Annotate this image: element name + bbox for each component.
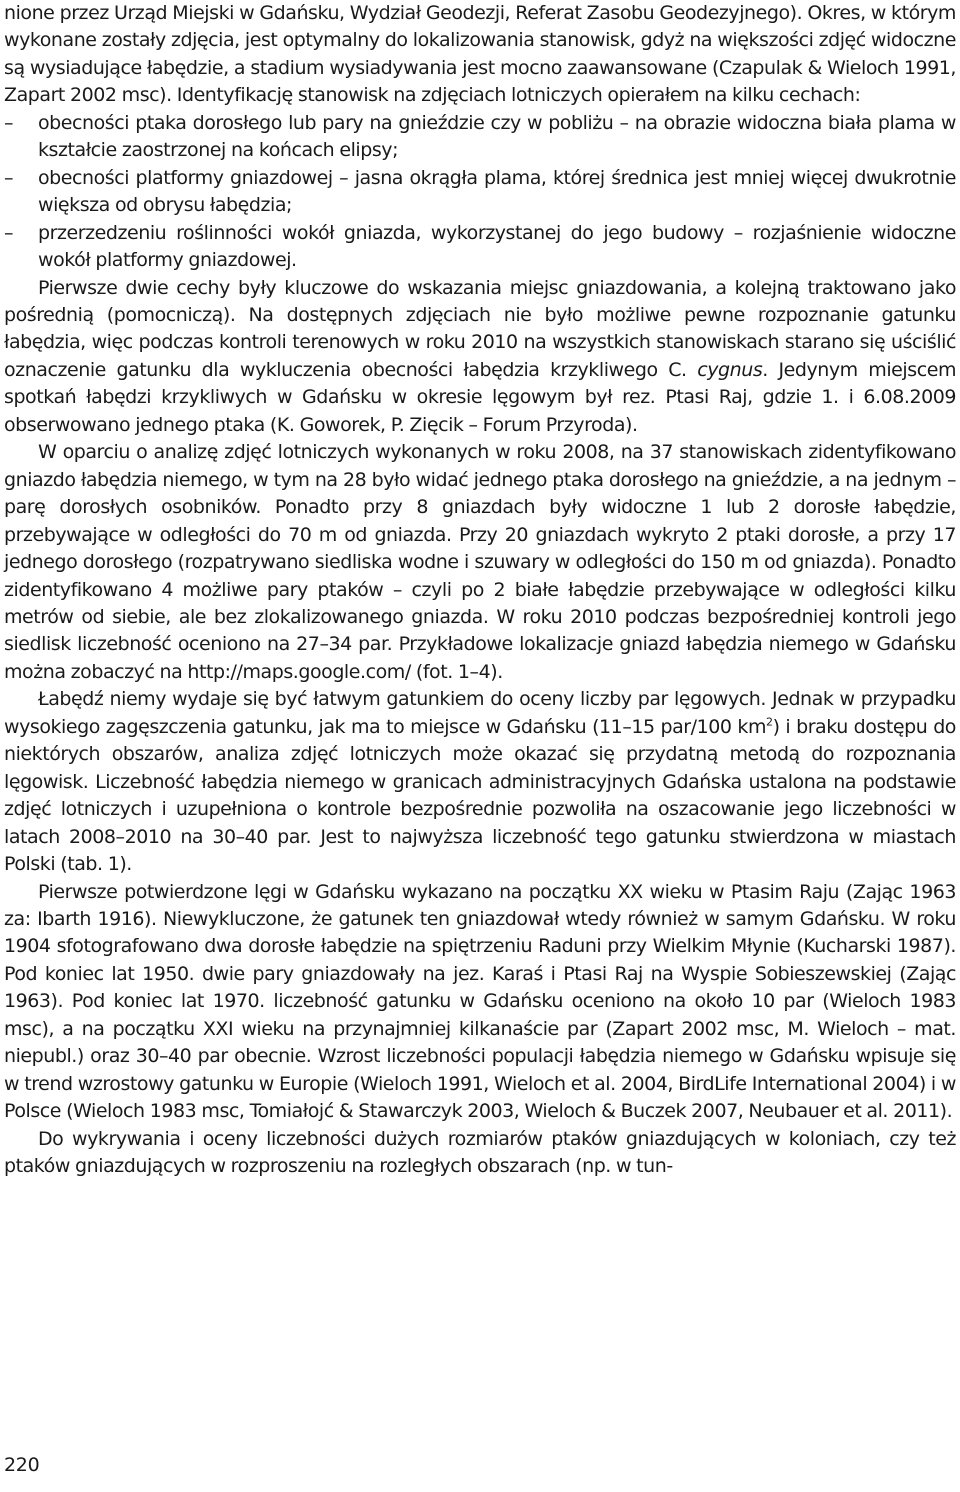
list-dash: –: [4, 166, 14, 189]
paragraph-2-text-a: Pierwsze dwie cechy były kluczowe do wskazania miejsc gniazdowania, a kolejną traktowano jako pośrednią (pomocniczą). Na dostępnych zdjęciach nie było możliwe pewne rozpoznanie gatunku łabędzia, więc podczas kontroli terenowych w roku 2010 na wszystkich stanowiskach starano się uściślić oznaczenie gatunku dla wykluczenia obecności łabędzia krzykliwego C.: [4, 276, 956, 381]
list-item-text: obecności platformy gniazdowej – jasna okrągła plama, której średnica jest mniej więcej dwukrotnie większa od obrysu łabędzia;: [38, 166, 956, 217]
list-item-text: obecności ptaka dorosłego lub pary na gnieździe czy w pobliżu – na obrazie widoczna biała plama w kształcie zaostrzonej na końcach elipsy;: [38, 111, 956, 162]
paragraph-5: Pierwsze potwierdzone lęgi w Gdańsku wykazano na początku XX wieku w Ptasim Raju (Zając 1963 za: Ibarth 1916). Niewykluczone, że gatunek ten gniazdował wtedy również w samym Gdańsku. W roku 1904 sfotografowano dwa dorosłe łabędzie na spiętrzeniu Raduni przy Wielkim Młynie (Kucharski 1987). Pod koniec lat 1950. dwie pary gniazdowały na jez. Karaś i Ptasi Raj na Wyspie Sobieszewskiej (Zając 1963). Pod koniec lat 1970. liczebność gatunku w Gdańsku oceniono na około 10 par (Wieloch 1983 msc), a na początku XXI wieku na przynajmniej kilkanaście par (Zapart 2002 msc, M. Wieloch – mat. niepubl.) oraz 30–40 par obecnie. Wzrost liczebności populacji łabędzia niemego w Gdańsku wpisuje się w trend wzrostowy gatunku w Europie (Wieloch 1991, Wieloch et al. 2004, BirdLife International 2004) i w Polsce (Wieloch 1983 msc, Tomiałojć & Stawarczyk 2003, Wieloch & Buczek 2007, Neubauer et al. 2011).: [4, 880, 956, 1123]
superscript-2: 2: [766, 715, 773, 729]
list-item: [4, 110, 956, 165]
list-item-text: przerzedzeniu roślinności wokół gniazda, wykorzystanej do jego budowy – rozjaśnienie widoczne wokół platformy gniazdowej.: [38, 221, 956, 272]
paragraph-1: nione przez Urząd Miejski w Gdańsku, Wydział Geodezji, Referat Zasobu Geodezyjnego). Okres, w którym wykonane zostały zdjęcia, jest optymalny do lokalizowania stanowisk, gdyż na większości zdjęć widoczne są wysiadujące łabędzie, a stadium wysiadywania jest mocno zaawansowane (Czapulak & Wieloch 1991, Zapart 2002 msc). Identyfikację stanowisk na zdjęciach lotniczych opierałem na kilku cechach:: [4, 2, 956, 107]
paragraph-6: Do wykrywania i oceny liczebności dużych rozmiarów ptaków gniazdujących w koloniach, czy też ptaków gniazdujących w rozproszeniu na rozległych obszarach (np. w tun-: [4, 1127, 956, 1178]
body-text: [4, 0, 956, 1180]
paragraph-2: [4, 275, 956, 440]
paragraph-2-text-b: . Jedynym miejscem spotkań łabędzi krzykliwych w Gdańsku w okresie lęgowym był rez. Ptasi Raj, gdzie 1. i 6.08.2009 obserwowano jednego ptaka (K. Goworek, P. Zięcik – Forum Przyroda).: [4, 358, 956, 436]
criteria-list: [4, 110, 956, 275]
list-dash: –: [4, 221, 14, 244]
list-dash: –: [4, 111, 14, 134]
paragraph-4: [4, 686, 956, 878]
list-item: [4, 220, 956, 275]
page-content: [4, 0, 956, 1180]
paragraph-3: W oparciu o analizę zdjęć lotniczych wykonanych w roku 2008, na 37 stanowiskach zidentyfikowano gniazdo łabędzia niemego, w tym na 28 było widać jednego ptaka dorosłego na gnieździe, a na jednym – parę dorosłych osobników. Ponadto przy 8 gniazdach były widoczne 1 lub 2 dorosłe łabędzie, przebywające w odległości do 70 m od gniazda. Przy 20 gniazdach wykryto 2 ptaki dorosłe, a przy 17 jednego dorosłego (rozpatrywano siedliska wodne i szuwary w odległości do 150 m od gniazda). Ponadto zidentyfikowano 4 możliwe pary ptaków – czyli po 2 białe łabędzie przebywające w odległości kilku metrów od siebie, ale bez zlokalizowanego gniazda. W roku 2010 podczas bezpośredniej kontroli jego siedlisk liczebność oceniono na 27–34 par. Przykładowe lokalizacje gniazd łabędzia niemego w Gdańsku można zobaczyć na http://maps.google.com/ (fot. 1–4).: [4, 441, 956, 683]
paragraph-4-text-b: ) i braku dostępu do niektórych obszarów, analiza zdjęć lotniczych może okazać się przydatną metodą do rozpoznania lęgowisk. Liczebność łabędzia niemego w granicach administracyjnych Gdańska ustalona na podstawie zdjęć lotniczych i uzupełniona o kontrole bezpośrednie pozwoliła na oszacowanie jego liczebności w latach 2008–2010 na 30–40 par. Jest to najwyższa liczebność tego gatunku stwierdzona w miastach Polski (tab. 1).: [4, 715, 956, 876]
list-item: [4, 165, 956, 220]
species-name-italic: cygnus: [697, 358, 763, 381]
paragraph-4-text-a: Łabędź niemy wydaje się być łatwym gatunkiem do oceny liczby par lęgowych. Jednak w przypadku wysokiego zagęszczenia gatunku, jak ma to miejsce w Gdańsku (11–15 par/100 km: [4, 688, 956, 738]
page-number: 220: [4, 1454, 40, 1476]
